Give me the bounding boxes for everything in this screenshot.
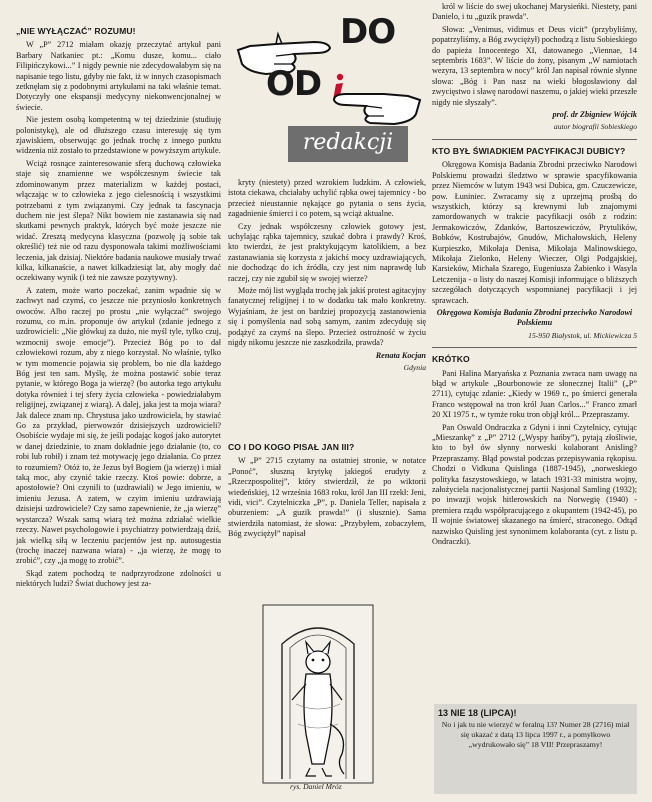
paragraph: Słowa: „Venimus, vidimus et Deus vicit” (przybyliśmy, popatrzyliśmy, a Bóg zwyciężył) pochodzą z listu Sobieskiego do papieża Innocentego XI, datowanego „Viennae, 14 septembris 1683”. W liście do żony, pisanym „W namiotach wezyra, 13 septembra w nocy” król Jan napisał równie słynne słowa: „Bóg i Pan nasz na wieki błogosławiony dał zwycięstwo i sławę narodowi naszemu, o jakiej wieki przeszłe nigdy nie słyszały”. — [432, 24, 637, 107]
paragraph: Może mój list wygląda trochę jak jakiś protest agitacyjny fanatycznej religijnej i to w dodatku tak mało konkretny. Wyjaśniam, że jest on bardziej propozycją zastanowienia się i pomyślenia nad sobą samym, zanim zdecyduję się podążyć za czymś na ślepo. Przecież ostrożność w życiu nigdy nikomu jeszcze nie zaszkodziła, prawda? — [228, 286, 426, 348]
banner-word-do: DO — [340, 12, 396, 52]
correction-box — [434, 704, 637, 794]
author-signature: Renata Kocjan — [375, 350, 426, 360]
letter-column-2 — [228, 178, 426, 438]
paragraph: Skąd zatem pochodzą te nadprzyrodzone zdolności u niektórych ludzi? Świat duchowy jest za- — [16, 568, 221, 589]
box-title: 13 NIE 18 (LIPCA)! — [438, 708, 517, 718]
svg-text:i: i — [328, 72, 329, 73]
divider — [432, 347, 637, 348]
banner-word-od: OD — [266, 64, 322, 104]
divider — [432, 139, 637, 140]
institution-signature: Okręgowa Komisja Badania Zbrodni przeciwko Narodowi Polskiemu — [436, 307, 633, 328]
article-heading: „NIE WYŁĄCZAĆ” ROZUMU! — [16, 26, 136, 36]
paragraph: Okręgowa Komisja Badania Zbrodni przeciwko Narodowi Polskiemu prowadzi śledztwo w sprawie spacyfikowania przez Niemców w lutym 1943 wsi Dubica, gm. Czuczewicze, pow. Łuniniec. Zwracamy się z uprzejmą prośbą do wszystkich, którzy są krewnymi lub znajomymi zamordowanych w trakcie pacyfikacji osób z rodzin: Jermakowiczów, Zdanków, Bartoszewiczów, Prytulików, Bobków, Kostrubajów, Gnudów, Michałowskich, Heleny Kurpieszko, Mikołaja Denisa, Mikołaja Malinowskiego, Mikołaja Zielonko, Heleny Wieczer, Olgi Podgajskiej, Karsieków, Michała Szarego, Eugeniusza Żabienko i Wasyla Letczenija - o listy do naszej Komisji informujące o bliższych szczegółach dotyczących wspomnianej pacyfikacji i jej sprawcach. — [432, 160, 637, 305]
paragraph: Nie jestem osobą kompetentną w tej dziedzinie (studiuję polonistykę), ale od dłuższego czasu interesuję się tym zjawiskiem, obserwując go jednak trochę z innego punktu widzenia niż zostało to przedstawione w powyższym artykule. — [16, 115, 221, 156]
institution-address: 15-950 Białystok, ul. Mickiewicza 5 — [528, 330, 637, 340]
paragraph: kryty (niestety) przed wzrokiem ludzkim. A człowiek, istota ciekawa, chciałaby uchylić rąbka owej tajemnicy - bo przecież nieustannie nękające go pytania o sens życia, zagadnienie śmierci i co potem, są wciąż aktualne. — [228, 178, 426, 219]
cat-illustration — [262, 604, 374, 784]
paragraph: Pani Halina Maryańska z Poznania zwraca nam uwagę na błąd w artykule „Bourbonowie ze słonecznej Italii” („P” 2711), cytując zdanie: „Kiedy w 1969 r., po śmierci generała Franco wstępował na tron król Juan Carlos...” Franco zmarł 20 XI 1975 r., w tymże roku tron objął król... Przepraszamy. — [432, 368, 637, 420]
letter-column-1 — [16, 24, 221, 788]
letter-column-3 — [432, 2, 637, 802]
box-text: No i jak tu nie wierzyć w feralną 13? Numer 28 (2716) miał się ukazać z datą 13 lipca 1997 r., a pomyłkowo „wydrukowało się” 18 VII! Przepraszamy! — [441, 720, 630, 749]
paragraph: Pan Oswald Ondraczka z Gdyni i inni Czytelnicy, cytując „Mieszankę” z „P” 2712 („Wyspy hańby”), pytają złośliwie, kto to był ów słynny norweski kolaborant Anisling? Przepraszamy. Błąd powstał podczas przepisywania rękopisu. Chodzi o Vidkuna Quislinga (1887-1945), „norweskiego polityka faszystowskiego, w latach 1931-33 ministra wojny, założyciela nacjonalistycznej partii Nasjonal Samling (1932); po inwazji wojsk hitlerowskich na Norwegię (1940) - premiera rządu współpracującego z okupantem (1942-45), po II wojnie światowej skazanego na śmierć, straconego. Odtąd nazwisko Quisling jest synonimem kolaboranta (cyt. z listu p. Ondraczki). — [432, 422, 637, 547]
paragraph: W „P” 2712 miałam okazję przeczytać artykuł pani Barbary Natkaniec pt.: „Komu dusze, komu... ciało Filipińczykowi...” I nigdy pewnie nie zdecydowałabym się na napisanie tego listu, gdyby nie fakt, iż w innych czasopismach zetknęłam się z podobnymi artykułami na taki właśnie temat. Dotyczyły one ekspansji medycyny niekonwencjonalnej w świecie. — [16, 40, 221, 112]
letter-column-2-lower — [228, 440, 426, 600]
paragraph: król w liście do swej ukochanej Marysieńki. Niestety, pani Danielo, i tu „guzik prawda”. — [432, 2, 637, 22]
paragraph: A zatem, może warto poczekać, zanim wpadnie się w zachwyt nad czymś, co jeszcze nie przyniosło konkretnych owoców. Albo raczej po prostu „nie wyłączać” swojego rozumu, co m.in. proponuje ów artykuł (zdanie jednego z uzdrowicieli: „Nie główkuj za dużo, nie myśl tyle, tylko czuj, wzmocnij swoje emocje”). Przecież Bóg po to dał człowiekowi rozum, aby z niego korzystał. No właśnie, tylko w tym momencie pojawia się problem, bo nie dla każdego Bóg jest ten sam. Myślę, że można postawić sobie teraz pytanie, w którego Boga ja wierzę? (bo autorka tego artykułu dotyka również i tej sfery życia człowieka - powiedziałabym religijnej, związanej z wiarą). A dalej, jaka jest ta moja wiara? Jak dalece znam np. Chrystusa jako uzdrowiciela, by stawiać Go za przykład, pierwowzór dzisiejszych uzdrowicieli? Osobiście wydaje mi się, że jeśli podając kogoś jako autorytet w danej dziedzinie, to znam dokładnie jego działanie (to, co robi lub robił) i znam też motywację jego działania. Co przez to rozumiem? Otóż to, że Jezus był Bogiem (ja wierzę) i miał taką moc, aby czynić takie rzeczy. Ktoś powie: dobrze, a apostołowie? Oni czynili to (uzdrawiali) w Jego imieniu, w imieniu Jezusa. A zatem, w czyim imieniu uzdrawiają dzisiejsi uzdrowiciele? Czy samo zapewnienie, że „ja wierzę” wystarcza? Wszak samą wiarą też można zdziałać wielkie rzeczy. Nawet psychologowie i psychiatrzy potwierdzają dziś, jak wielką siłą w leczeniu pacjentów jest np. autosugestia (trochę inaczej nazwana wiara) - „ja wierzę, że mogę to zrobić”, czy „ja mogę to zrobić”. — [16, 285, 221, 566]
article-heading: CO I DO KOGO PISAŁ JAN III? — [228, 442, 355, 452]
paragraph: Wciąż rosnące zainteresowanie sferą duchową człowieka staje się znamienne we współczesnym świecie tak zdominowanym przez materializm w każdej postaci, włączając w to człowieka z jego cielesnością i wszystkimi potrzebami z tym związanymi. Czy jednak ta fascynacja duchem nie jest ślepa? Nikt bowiem nie zastanawia się nad skutkami pewnych praktyk, których być może jeszcze nie widać. Zresztą medycyna klasyczna (pozwolę ją sobie tak określić) też nie od razu dysponowała takimi możliwościami leczenia, jak dzisiaj. Niektóre badania naukowe musiały trwać kilka, kilkanaście, a nawet kilkadziesiąt lat, aby mogły dać oczekiwany wynik (i też nie zawsze pozytywny). — [16, 158, 221, 283]
author-place: Gdynia — [403, 362, 426, 372]
author-signature: prof. dr Zbigniew Wójcik — [552, 110, 637, 120]
section-banner — [228, 2, 426, 178]
author-title: autor biografii Sobieskiego — [553, 122, 637, 132]
banner-redakcji-block: redakcji — [288, 126, 408, 162]
illustration-caption: rys. Daniel Mróz — [290, 782, 342, 791]
article-heading: KTO BYŁ ŚWIADKIEM PACYFIKACJI DUBICY? — [432, 145, 626, 156]
paragraph: Czy jednak współczesny człowiek gotowy jest, uchylając rąbka tajemnicy, szukać dobra i prawdy? Kroś, kto twierdzi, że jest praktykującym katolikiem, a bez zastanawiania się korzysta z jakichś mocy uzdrawiających, nie dochodząc do ich źródła, czy jest nim naprawdę lub raczej, czy nie zgubił się w swojej wierze? — [228, 221, 426, 283]
article-heading: KRÓTKO — [432, 354, 470, 365]
pointing-hand-icon — [332, 76, 422, 126]
paragraph: W „P” 2715 czytamy na ostatniej stronie, w notatce „Ponoć”, słuszną krytykę jakiegoś erudyty z „Rzeczpospolitej”, który stwierdził, że po wiktorii wiedeńskiej, 12 września 1683 roku, król Jan III rzekł: Jeni, vidi, vici”. Czytelniczka „P”, p. Daniela Teller, napisała z oburzeniem: „A guzik prawda!” (i słusznie). Sama stwierdziła natomiast, że słowa: „Przybyłem, zobaczyłem, Bóg zwyciężył” napisał — [228, 456, 426, 539]
